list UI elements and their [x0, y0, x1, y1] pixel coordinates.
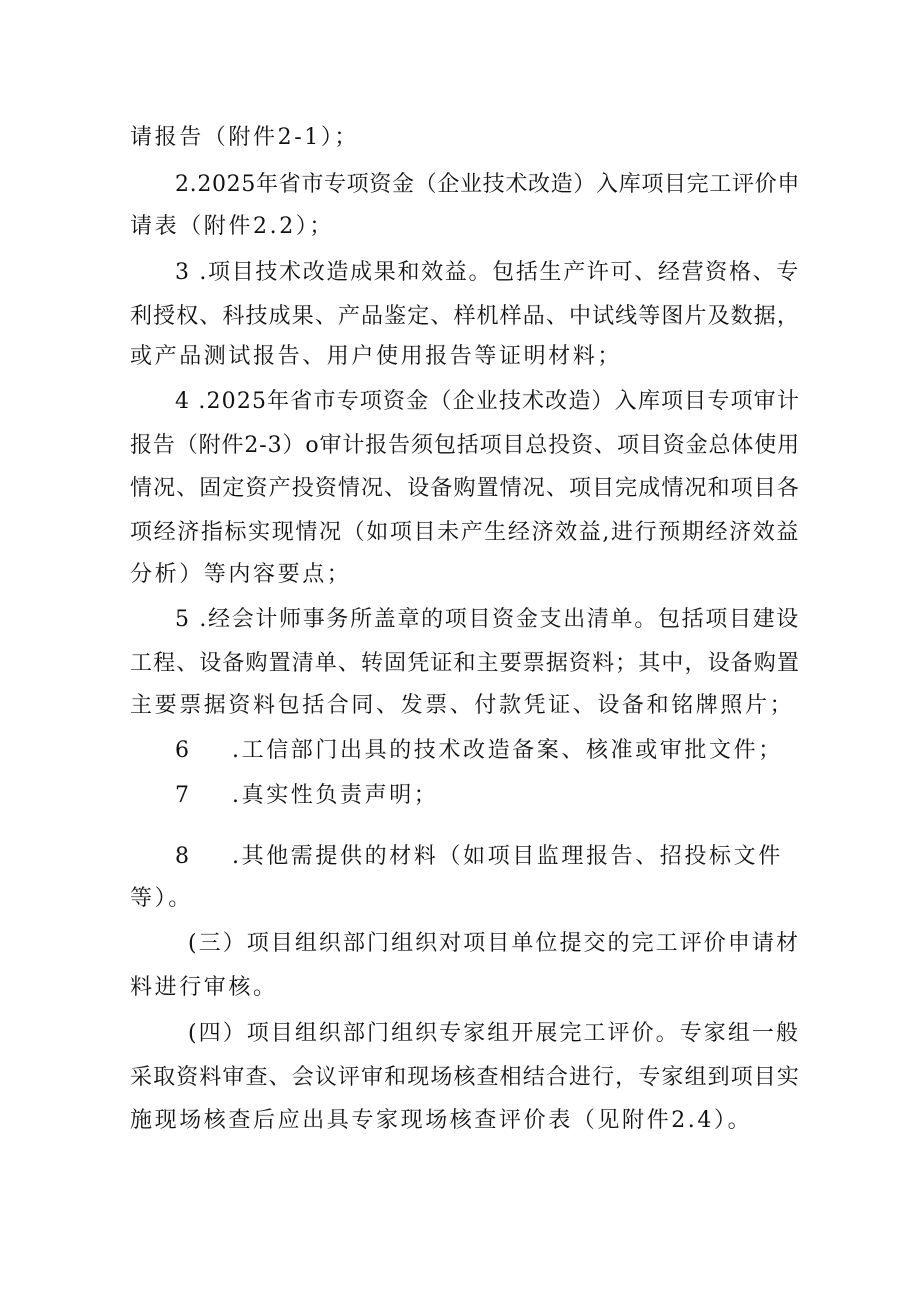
- item-number: 7: [175, 783, 189, 808]
- text-line: 3 .项目技术改造成果和效益。包括生产许可、经营资格、专: [175, 260, 800, 285]
- text-line: 采取资料审查、会议评审和现场核查相结合进行，专家组到项目实: [130, 1065, 800, 1090]
- text-line: 主要票据资料包括合同、发票、付款凭证、设备和铭牌照片；: [130, 693, 795, 718]
- text-line: 2.2025年省市专项资金（企业技术改造）入库项目完工评价申: [175, 172, 800, 197]
- text-line: (三）项目组织部门组织对项目单位提交的完工评价申请材: [188, 931, 800, 956]
- text-line: 请报告（附件2-1）；: [130, 125, 360, 150]
- text-line: .其他需提供的材料（如项目监理报告、招投标文件: [232, 844, 783, 869]
- item-number: 8: [175, 844, 189, 869]
- text-line: 工程、设备购置清单、转固凭证和主要票据资料；其中，设备购置: [130, 651, 800, 676]
- text-line: 请表（附件2.2）；: [130, 214, 334, 239]
- text-line: 情况、固定资产投资情况、设备购置情况、项目完成情况和项目各: [130, 476, 800, 501]
- text-line: (四）项目组织部门组织专家组开展完工评价。专家组一般: [188, 1021, 800, 1046]
- item-number: 6: [175, 738, 189, 763]
- text-line: 项经济指标实现情况（如项目未产生经济效益,进行预期经济效益: [130, 520, 800, 545]
- text-line: 等）。: [130, 886, 193, 911]
- text-line: 或产品测试报告、用户使用报告等证明材料；: [130, 344, 623, 369]
- text-line: 施现场核查后应出具专家现场核查评价表（见附件2.4）。: [130, 1108, 753, 1133]
- text-line: 5 .经会计师事务所盖章的项目资金支出清单。包括项目建设: [175, 607, 800, 632]
- text-line: 报告（附件2-3）o审计报告须包括项目总投资、项目资金总体使用: [130, 433, 800, 458]
- text-line: 利授权、科技成果、产品鉴定、样机样品、中试线等图片及数据，: [130, 304, 800, 329]
- text-line: .工信部门出具的技术改造备案、核准或审批文件；: [232, 738, 783, 763]
- text-line: 分析）等内容要点；: [130, 562, 352, 587]
- text-line: 料进行审核。: [130, 975, 278, 1000]
- text-line: 4 .2025年省市专项资金（企业技术改造）入库项目专项审计: [175, 389, 800, 414]
- text-line: .真实性负责声明；: [232, 783, 439, 808]
